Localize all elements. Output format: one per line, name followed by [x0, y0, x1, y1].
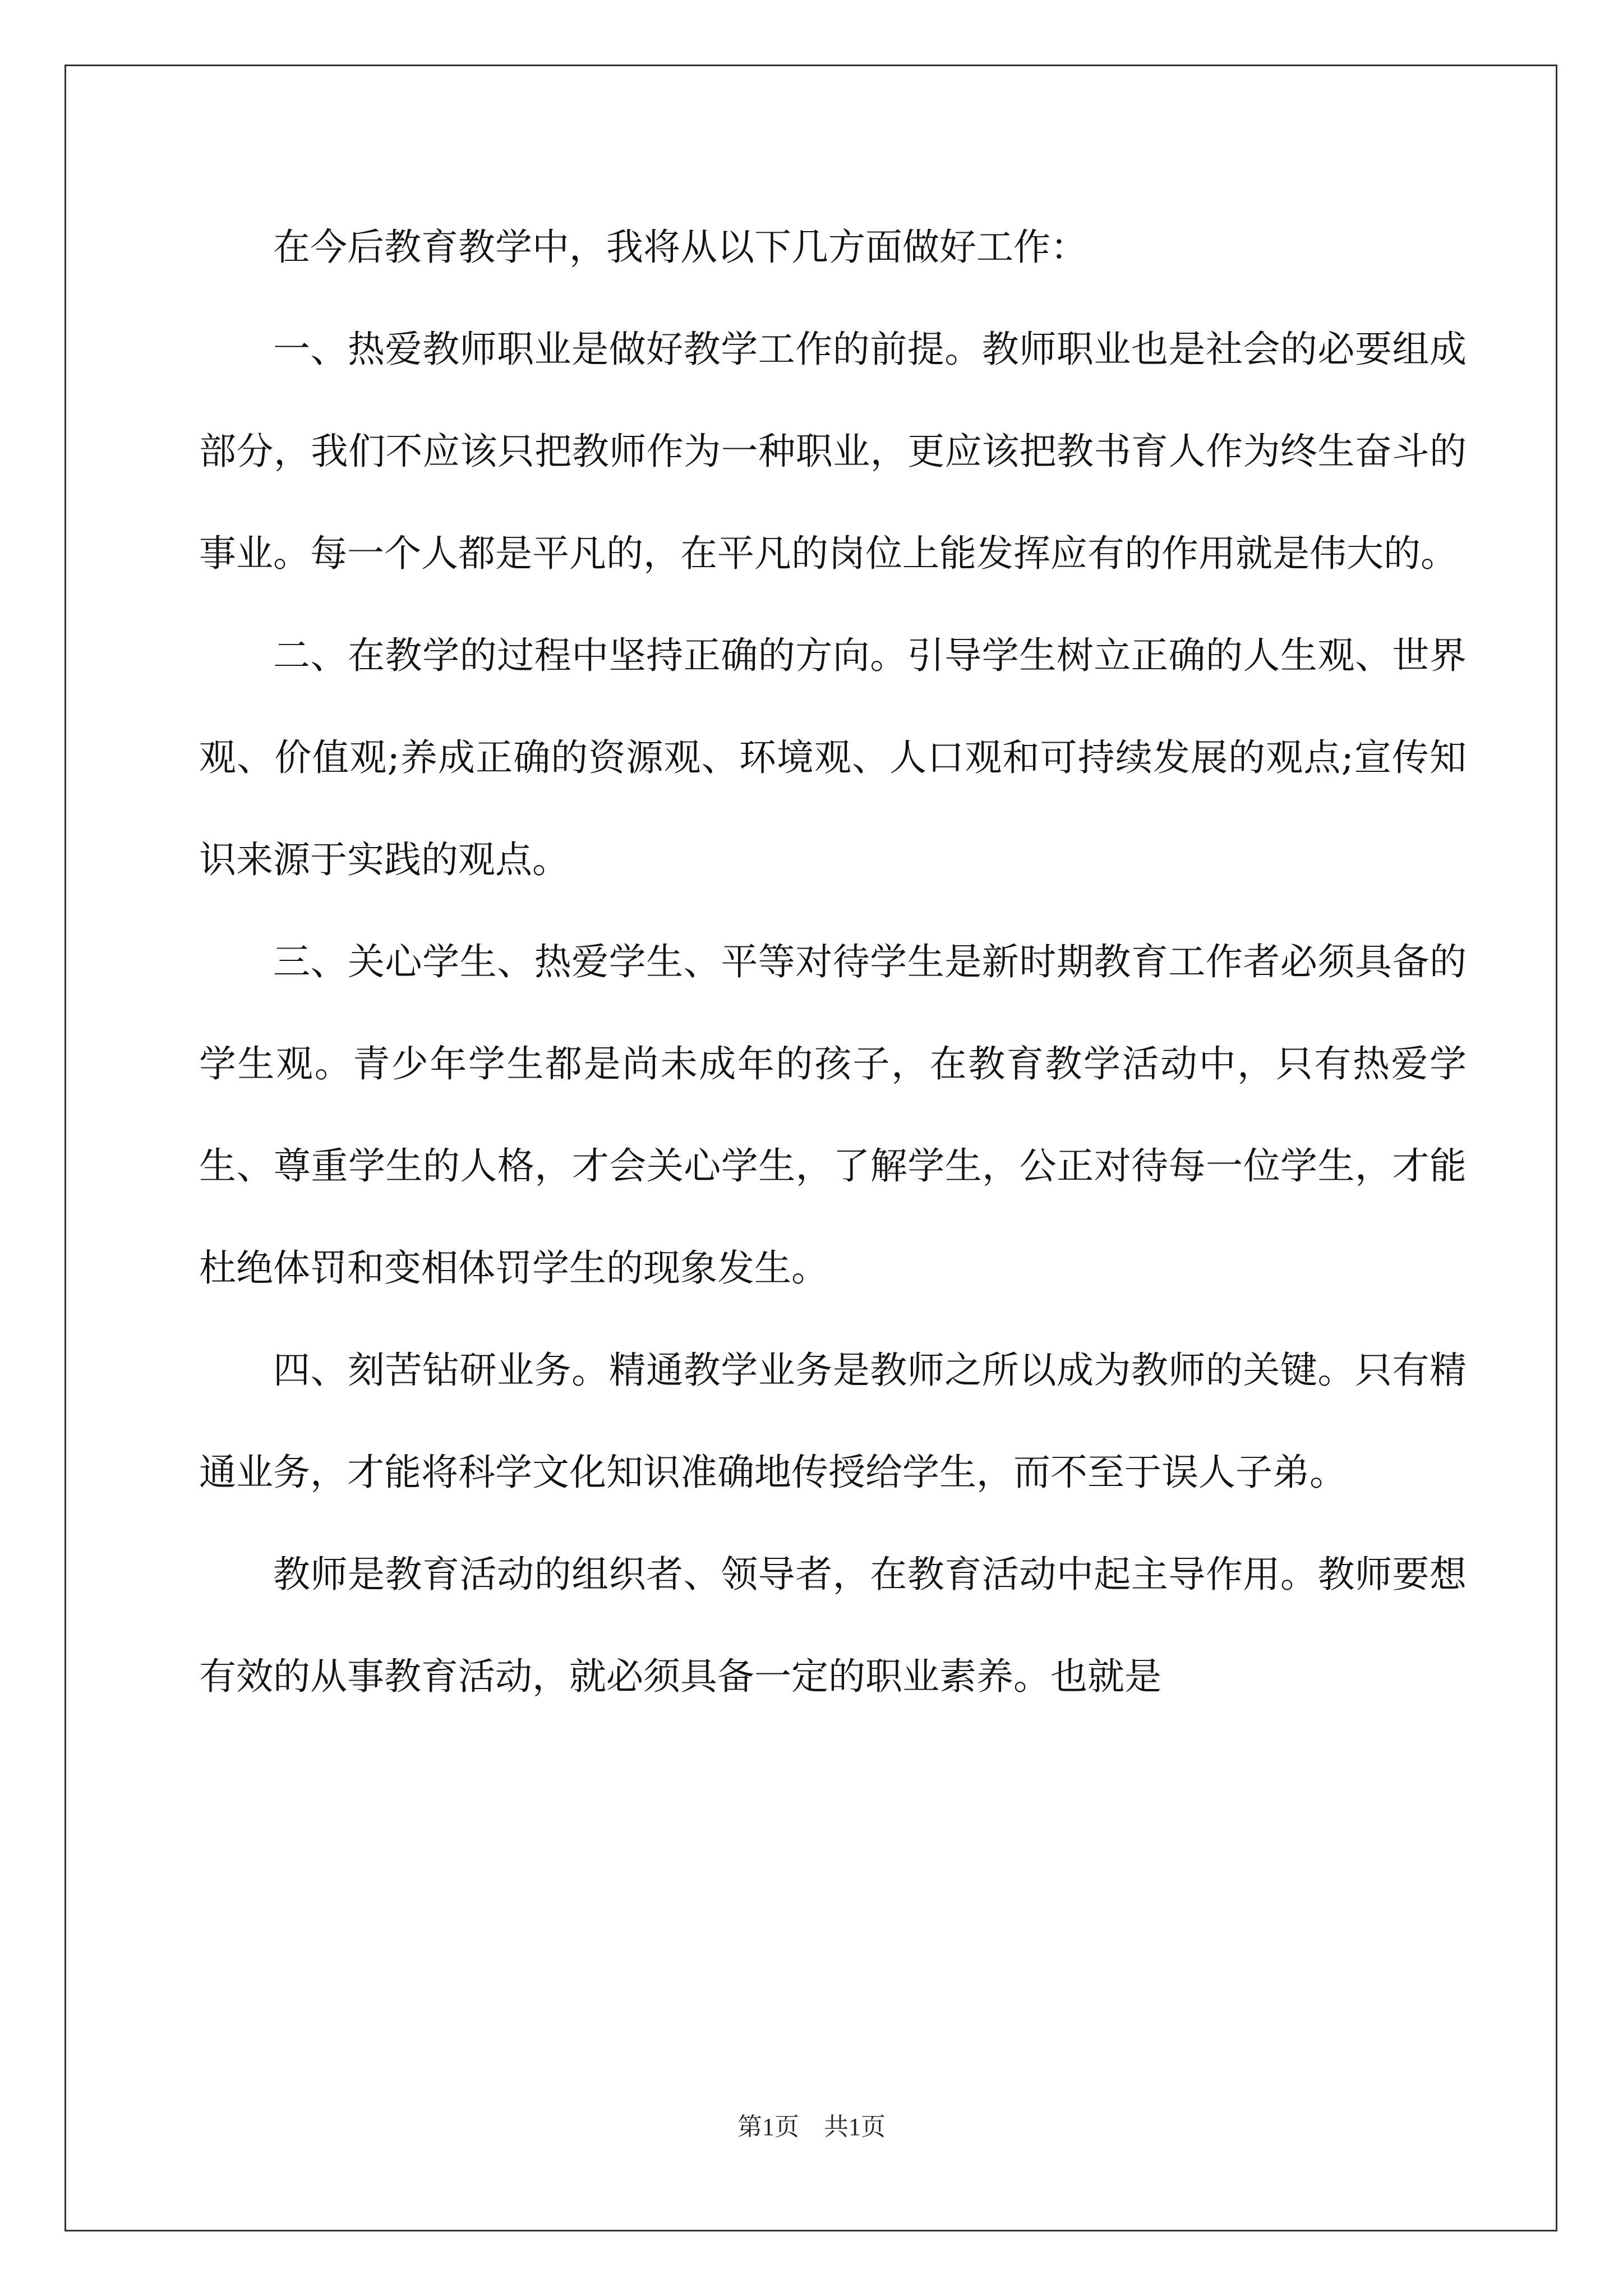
paragraph-conclusion: 教师是教育活动的组织者、领导者，在教育活动中起主导作用。教师要想有效的从事教育活动，就必须具备一定的职业素养。也就是 — [199, 1553, 1467, 1698]
paragraph-point-3: 三、关心学生、热爱学生、平等对待学生是新时期教育工作者必须具备的学生观。青少年学生都是尚未成年的孩子，在教育教学活动中，只有热爱学生、尊重学生的人格，才会关心学生，了解学生，公正对待每一位学生，才能杜绝体罚和变相体罚学生的现象发生。 — [199, 940, 1467, 1290]
paragraph-intro: 在今后教育教学中，我将从以下几方面做好工作： — [273, 226, 1087, 269]
document-body — [199, 196, 1467, 1728]
paragraph-point-4: 四、刻苦钻研业务。精通教学业务是教师之所以成为教师的关键。只有精通业务，才能将科学文化知识准确地传授给学生，而不至于误人子弟。 — [199, 1349, 1467, 1494]
paragraph-point-2: 二、在教学的过程中坚持正确的方向。引导学生树立正确的人生观、世界观、价值观;养成正确的资源观、环境观、人口观和可持续发展的观点;宣传知识来源于实践的观点。 — [199, 634, 1467, 881]
page-number: 第1页 共1页 — [737, 2113, 886, 2141]
paragraph-point-1: 一、热爱教师职业是做好教学工作的前提。教师职业也是社会的必要组成部分，我们不应该只把教师作为一种职业，更应该把教书育人作为终生奋斗的事业。每一个人都是平凡的，在平凡的岗位上能发挥应有的作用就是伟大的。 — [199, 328, 1467, 575]
